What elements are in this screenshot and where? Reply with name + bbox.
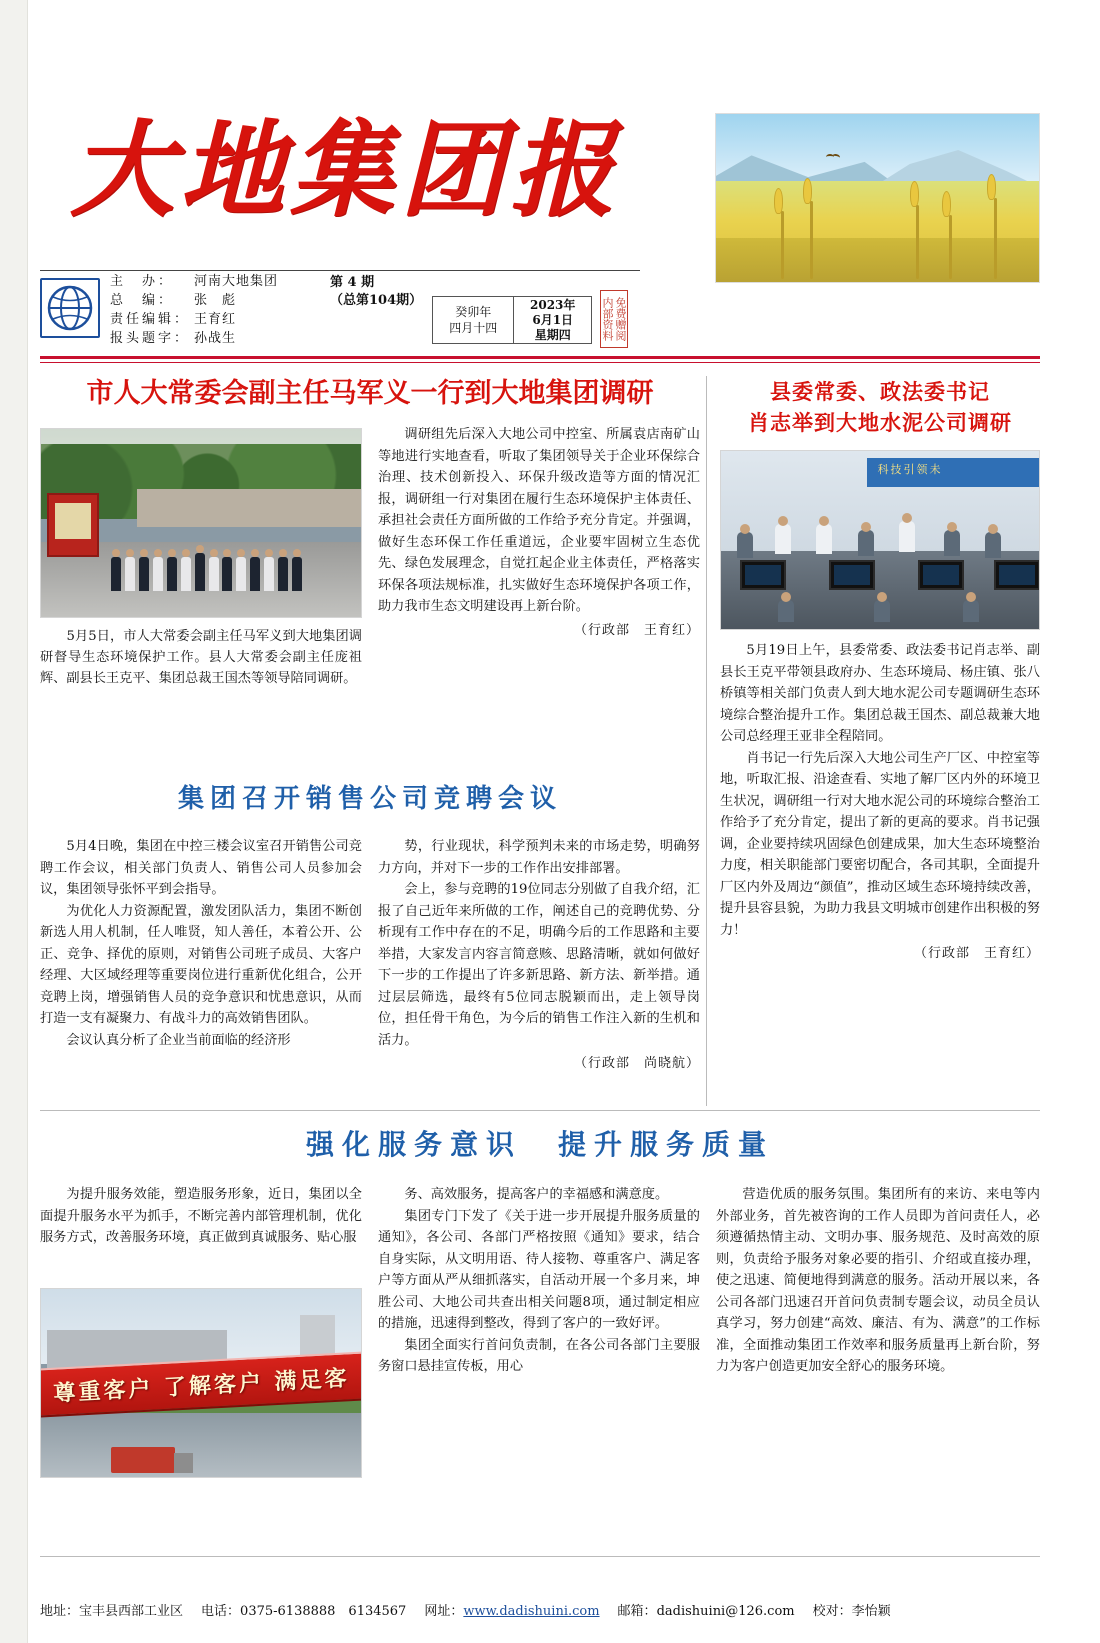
article-2-paragraph: 会上，参与竞聘的19位同志分别做了自我介绍，汇报了自己近年来所做的工作，阐述自己的竞聘优势、分析现有工作中存在的不足，明确今后的工作思路和主要举措，大家发言内容言简意赅、思路清晰，就如何做好下一步的工作提出了许多新思路、新方法、新举措。通过层层筛选，最终有5位同志脱颖而出，走上领导岗位，担任骨干角色，为今后的销售工作注入新的生机和活力。 (378, 882, 700, 1048)
footer-address-value: 宝丰县西部工业区 (79, 1604, 184, 1619)
column-divider-1 (706, 376, 707, 1106)
article-2 (40, 778, 700, 1071)
article-4-column-1 (40, 1184, 362, 1249)
article-2-paragraph: 5月4日晚，集团在中控三楼会议室召开销售公司竞聘工作会议，相关部门负责人、销售公司人员参加会议，集团领导张怀平到会指导。 (40, 839, 362, 897)
article-1-body (378, 424, 700, 641)
masthead-rule-top (40, 270, 640, 271)
credit-value: 张 彪 (194, 293, 237, 308)
wheat-field-illustration (715, 113, 1040, 283)
date-weekday: 星期四 (534, 327, 571, 342)
section-divider (40, 1110, 1040, 1111)
footer-website-link[interactable]: www.dadishuini.com (463, 1604, 600, 1619)
credit-value: 河南大地集团 (194, 274, 279, 289)
article-3-signature: （行政部 王育红） (913, 946, 1040, 961)
free-subscription-note: 免费赠阅内部资料 (600, 290, 628, 348)
footer-phone-value: 0375-6138888 6134567 (240, 1604, 407, 1619)
globe-icon (40, 278, 100, 338)
county-leaders-control-room-photo (720, 450, 1040, 630)
credit-value: 孙战生 (194, 331, 237, 346)
article-2-paragraph: 势，行业现状，科学预判未来的市场走势，明确努力方向，并对下一步的工作作出安排部署。 (378, 839, 700, 876)
article-4-column-2 (378, 1184, 700, 1378)
footer-address (40, 1600, 183, 1619)
credit-value: 王育红 (194, 312, 237, 327)
lunar-day: 四月十四 (449, 321, 498, 335)
date-year: 2023年 (530, 297, 576, 312)
footer-proofreader-label: 校对： (812, 1604, 852, 1619)
article-4-paragraph: 营造优质的服务氛围。集团所有的来访、来电等内外部业务，首先被咨询的工作人员即为首问责任人，必须遵循热情主动、文明办事、服务规范、及时高效的原则，负责给予服务对象必要的指引、介绍或直接办理，使之迅速、简便地得到满意的服务。活动开展以来，各公司各部门迅速召开首问负责制专题会议，动员全员认真学习，努力创建“高效、廉洁、有为、满意”的工作标准，全面推动集团工作效率和服务质量再上新台阶，努力为客户创造更加安全舒心的服务环境。 (716, 1187, 1040, 1374)
lunar-year: 癸卯年 (455, 305, 492, 319)
footer-email (618, 1600, 795, 1619)
photo-banner-text: 尊重客户 了解客户 满足客 (40, 1352, 362, 1418)
footer-email-value: dadishuini@126.com (656, 1604, 795, 1619)
masthead-info-block (40, 272, 640, 352)
date-box (432, 296, 592, 344)
article-1 (40, 376, 700, 686)
article-3-headline-line-1: 县委常委、政法委书记 (770, 379, 990, 404)
article-3-body (720, 640, 1040, 965)
leaders-walking-on-road-photo (40, 428, 362, 618)
masthead-rule-red-thin (40, 362, 1040, 363)
article-1-headline: 市人大常委会副主任马军义一行到大地集团调研 (86, 378, 654, 409)
article-3-paragraph: 肖书记一行先后深入大地公司生产厂区、中控室等地，听取汇报、沿途查看、实地了解厂区内外的环境卫生状况，调研组一行对大地水泥公司的环境综合整治工作给予了充分肯定，提出了新的更高的要求。肖书记强调，企业要持续巩固绿色创建成果，加大生态环境整治力度，相关职能部门要密切配合，各司其职，全面提升厂区内外及周边“颜值”，推动区域生态环境持续改善，提升县容县貌，为助力我县文明城市创建作出积极的努力！ (720, 750, 1040, 938)
article-4 (40, 1122, 1040, 1408)
article-4-paragraph: 集团全面实行首问负责制，在各公司各部门主要服务窗口悬挂宣传板，用心 (378, 1337, 700, 1374)
date-month-day: 6月1日 (532, 312, 574, 327)
article-1-paragraph: 调研组先后深入大地公司中控室、所属袁店南矿山等地进行实地查看，听取了集团领导关于企业环保综合治理、技术创新投入、环保升级改造等方面的情况汇报，调研组一行对集团在履行生态环境保护主体责任、承担社会责任方面所做的工作给予充分肯定。并强调，做好生态环保工作任重道远，企业要牢固树立生态优先、绿色发展理念，自觉扛起企业主体责任，严格落实环保各项法规标准，扎实做好生态环境保护各项工作，助力我市生态文明建设再上新台阶。 (378, 427, 700, 614)
article-4-column-3 (716, 1184, 1040, 1378)
credit-key: 责任编辑： (110, 312, 191, 327)
article-3-paragraph: 5月19日上午，县委常委、政法委书记肖志举、副县长王克平带领县政府办、生态环境局、杨庄镇、张八桥镇等相关部门负责人到大地水泥公司专题调研生态环境综合整治提升工作。集团总裁王国杰、副总裁兼大地公司总经理王亚非全程陪同。 (720, 643, 1040, 744)
article-2-paragraph: 会议认真分析了企业当前面临的经济形 (66, 1032, 291, 1048)
article-3-headline-line-2: 肖志举到大地水泥公司调研 (748, 410, 1012, 435)
article-2-column-2 (378, 836, 700, 1075)
article-4-paragraph: 集团专门下发了《关于进一步开展提升服务质量的通知》，各公司、各部门严格按照《通知》要求，结合自身实际，从文明用语、待人接物、尊重客户、满足客户等方面从严从细抓落实，自活动开展一个多月来，坤胜公司、大地公司共查出相关问题8项，通过制定相应的措施，迅速得到整改，得到了客户的一致好评。 (378, 1208, 700, 1331)
article-2-column-1 (40, 836, 362, 1051)
masthead-credits (110, 272, 340, 348)
issue-line-1: 第 4 期 (330, 275, 375, 290)
article-2-headline: 集团召开销售公司竞聘会议 (177, 784, 562, 814)
footer-website (424, 1600, 599, 1619)
service-banner-factory-photo (40, 1288, 362, 1478)
footer-proofreader-value: 李怡颖 (851, 1604, 891, 1619)
footer-website-label: 网址： (424, 1604, 464, 1619)
article-4-headline: 强化服务意识 提升服务质量 (305, 1128, 774, 1161)
footer-phone (201, 1600, 406, 1619)
article-3 (720, 376, 1040, 965)
credit-key: 报头题字： (110, 331, 191, 346)
article-4-paragraph: 为提升服务效能，塑造服务形象，近日，集团以全面提升服务水平为抓手，不断完善内部管理机制，优化服务方式，改善服务环境，真正做到真诚服务、贴心服 (40, 1187, 362, 1245)
article-1-signature: （行政部 王育红） (573, 622, 700, 638)
page-left-margin (0, 0, 28, 1643)
footer-proofreader (813, 1600, 891, 1619)
masthead-rule-red (40, 356, 1040, 359)
footer-phone-label: 电话： (201, 1604, 241, 1619)
article-2-paragraph: 为优化人力资源配置，激发团队活力，集团不断创新选人用人机制，任人唯贤，知人善任，本着公开、公正、竞争、择优的原则，对销售公司班子成员、大客户经理、大区域经理等重要岗位进行重新优化组合，公开竞聘上岗，增强销售人员的竞争意识和忧患意识，从而打造一支有凝聚力、有战斗力的高效销售团队。 (40, 903, 362, 1026)
footer-divider (40, 1556, 1040, 1557)
article-2-signature: （行政部 尚晓航） (573, 1056, 700, 1071)
credit-key: 主 办： (110, 274, 175, 289)
article-1-caption: 5月5日，市人大常委会副主任马军义到大地集团调研督导生态环境保护工作。县人大常委会副主任庞祖辉、副县长王克平、集团总裁王国杰等领导陪同调研。 (40, 629, 362, 686)
footer-address-label: 地址： (40, 1604, 80, 1619)
article-4-paragraph: 务、高效服务，提高客户的幸福感和满意度。 (404, 1187, 669, 1202)
footer-email-label: 邮箱： (617, 1604, 657, 1619)
credit-key: 总 编： (110, 293, 175, 308)
issue-line-2: （总第104期） (330, 293, 423, 308)
newspaper-title: 大地集团报 (70, 108, 621, 231)
footer (40, 1600, 1040, 1619)
